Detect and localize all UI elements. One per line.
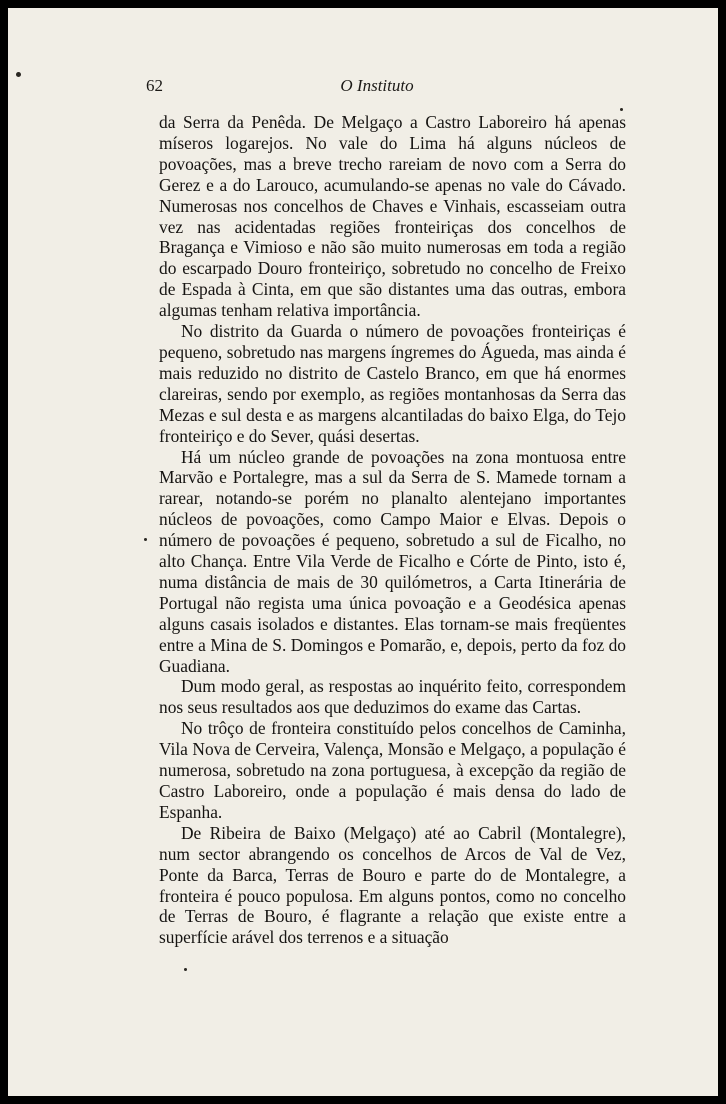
body-text [159,112,626,948]
book-page [8,8,718,1096]
print-speck [144,538,147,541]
paragraph: Dum modo geral, as respostas ao inquérito feito, correspondem nos seus resultados aos que deduzimos do exame das Cartas. [159,676,626,718]
page-number: 62 [146,76,163,95]
running-title: O Instituto [340,76,414,95]
print-speck [16,72,21,77]
paragraph: Há um núcleo grande de povoações na zona montuosa entre Marvão e Portalegre, mas a sul da Serra de S. Mamede tornam a rarear, notando-se porém no planalto alentejano importantes núcleos de povoações, como Campo Maior e Elvas. Depois o número de povoações é pequeno, sobretudo a sul de Ficalho, no alto Chança. Entre Vila Verde de Ficalho e Córte de Pinto, isto é, numa distância de mais de 30 quilómetros, a Carta Itinerária de Portugal não regista uma única povoação e a Geodésica apenas alguns casais isolados e distantes. Elas tornam-se mais freqüentes entre a Mina de S. Domingos e Pomarão, e, depois, perto da foz do Guadiana. [159,446,626,676]
paragraph: De Ribeira de Baixo (Melgaço) até ao Cabril (Montalegre), num sector abrangendo os concelhos de Arcos de Val de Vez, Ponte da Barca, Terras de Bouro e parte do de Montalegre, a fronteira é pouco populosa. Em alguns pontos, como no concelho de Terras de Bouro, é flagrante a relação que existe entre a superfície arável dos terrenos e a situação [159,822,626,948]
paragraph: No distrito da Guarda o número de povoações fronteiriças é pequeno, sobretudo nas margens íngremes do Águeda, mas ainda é mais reduzido no distrito de Castelo Branco, em que há enormes clareiras, sendo por exemplo, as regiões montanhosas da Serra das Mezas e sul desta e as margens alcantiladas do baixo Elga, do Tejo fronteiriço e do Sever, quási desertas. [159,321,626,446]
print-speck [184,968,187,971]
print-speck [620,108,623,111]
page-header [8,76,718,100]
paragraph: No trôço de fronteira constituído pelos concelhos de Caminha, Vila Nova de Cerveira, Valença, Monsão e Melgaço, a população é numerosa, sobretudo na zona portuguesa, à excepção da região de Castro Laboreiro, onde a população é mais densa do lado de Espanha. [159,718,626,822]
paragraph: da Serra da Penêda. De Melgaço a Castro Laboreiro há apenas míseros logarejos. No vale do Lima há alguns núcleos de povoações, mas a breve trecho rareiam de novo com a Serra do Gerez e a do Larouco, acumulando-se apenas no vale do Cávado. Numerosas nos concelhos de Chaves e Vinhais, escasseiam outra vez nas acidentadas regiões fronteiriças dos concelhos de Bragança e Vimioso e não são muito numerosas em toda a região do escarpado Douro fronteiriço, sobretudo no concelho de Freixo de Espada à Cinta, em que são distantes uma das outras, embora algumas tenham relativa importância. [159,112,626,321]
